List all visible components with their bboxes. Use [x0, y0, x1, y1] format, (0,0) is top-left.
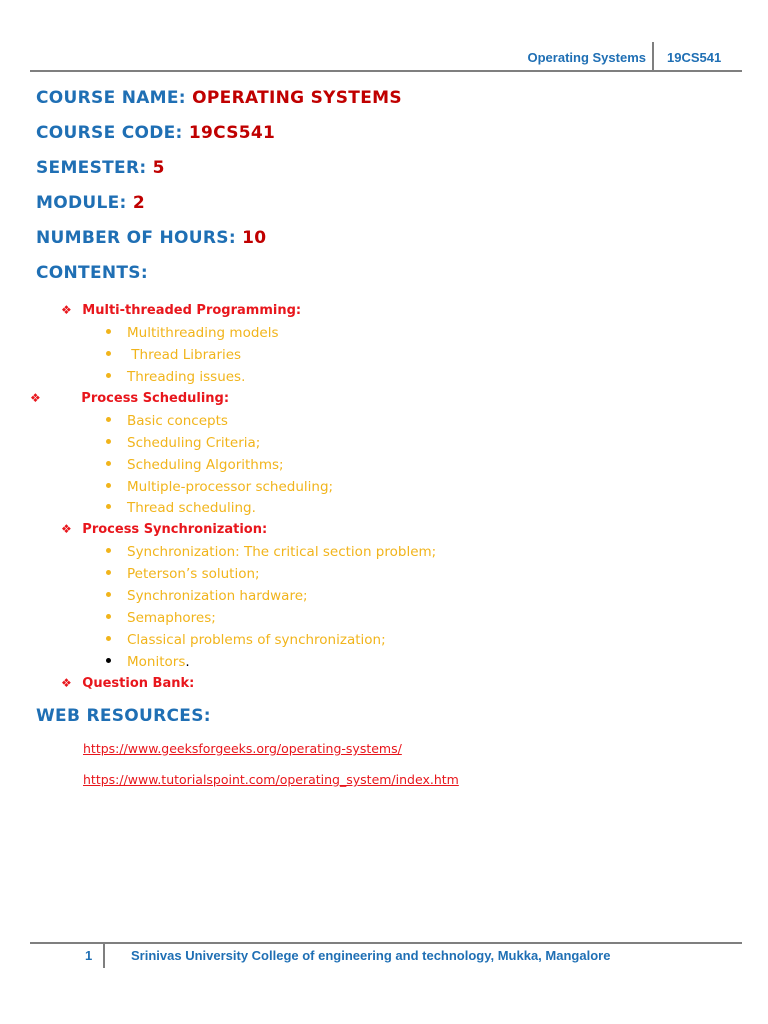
bullet-icon — [106, 329, 111, 334]
module-label: MODULE: — [36, 193, 127, 213]
list-item — [106, 457, 284, 473]
bullet-icon — [106, 461, 111, 466]
semester-value: 5 — [152, 158, 165, 178]
section-title: Process Scheduling: — [81, 391, 230, 406]
hours-value: 10 — [242, 228, 267, 248]
hours-row — [36, 228, 402, 263]
bullet-icon — [106, 570, 111, 575]
contents-label: CONTENTS: — [36, 263, 148, 283]
bullet-icon — [106, 504, 111, 509]
list-item-label: Monitors — [127, 654, 186, 670]
semester-row — [36, 158, 402, 193]
bullet-icon — [106, 417, 111, 422]
list-item — [106, 479, 333, 495]
list-item-suffix: . — [185, 654, 190, 670]
list-item-label: Peterson’s solution; — [127, 566, 260, 582]
list-item — [106, 632, 386, 648]
list-item — [106, 347, 241, 363]
hours-label: NUMBER OF HOURS: — [36, 228, 236, 248]
contents-heading — [36, 263, 402, 298]
list-item-label: Synchronization: The critical section problem; — [127, 544, 437, 560]
bullet-icon — [106, 548, 111, 553]
course-name-value: OPERATING SYSTEMS — [192, 88, 402, 108]
list-item-label: Classical problems of synchronization; — [127, 632, 386, 648]
page-header — [0, 0, 768, 80]
course-code-value: 19CS541 — [188, 123, 276, 143]
module-value: 2 — [132, 193, 145, 213]
course-name-label: COURSE NAME: — [36, 88, 186, 108]
bullet-icon — [106, 483, 111, 488]
diamond-bullet-icon: ❖ — [61, 676, 72, 690]
section-multithreaded — [61, 303, 301, 318]
list-item-label: Multithreading models — [127, 325, 279, 341]
bullet-icon — [106, 351, 111, 356]
course-name-row — [36, 88, 402, 123]
bullet-icon — [106, 636, 111, 641]
footer-institution: Srinivas University College of engineering and technology, Mukka, Mangalore — [131, 948, 611, 963]
tutorialspoint-link[interactable]: https://www.tutorialspoint.com/operating_system/index.htm — [83, 772, 459, 787]
header-separator — [652, 42, 654, 72]
list-item — [106, 500, 256, 516]
header-rule — [30, 70, 742, 72]
list-item — [106, 610, 216, 626]
list-item-label: Multiple-processor scheduling; — [127, 479, 334, 495]
footer-rule — [30, 942, 742, 944]
list-item-label: Basic concepts — [127, 413, 228, 429]
web-resources-heading: WEB RESOURCES: — [36, 706, 211, 726]
list-item-label: Synchronization hardware; — [127, 588, 308, 604]
course-code-row — [36, 123, 402, 158]
list-item — [106, 654, 190, 670]
diamond-bullet-icon: ❖ — [30, 391, 41, 405]
module-row — [36, 193, 402, 228]
list-item-label: Thread scheduling. — [127, 500, 256, 516]
semester-label: SEMESTER: — [36, 158, 147, 178]
section-question-bank — [61, 676, 194, 691]
section-title: Process Synchronization: — [82, 522, 268, 537]
list-item-label: Threading issues. — [127, 369, 246, 385]
header-course-code: 19CS541 — [667, 50, 722, 65]
course-code-label: COURSE CODE: — [36, 123, 183, 143]
page-number: 1 — [85, 948, 93, 963]
list-item — [106, 369, 245, 385]
list-item — [106, 435, 260, 451]
section-title: Multi-threaded Programming: — [82, 303, 302, 318]
bullet-icon — [106, 614, 111, 619]
list-item — [106, 325, 279, 341]
section-process-synchronization — [61, 522, 267, 537]
section-process-scheduling — [30, 391, 229, 406]
footer-separator — [103, 942, 105, 968]
section-title: Question Bank: — [82, 676, 195, 691]
bullet-icon — [106, 658, 111, 663]
list-item — [106, 413, 228, 429]
list-item — [106, 566, 260, 582]
diamond-bullet-icon: ❖ — [61, 522, 72, 536]
bullet-icon — [106, 592, 111, 597]
list-item-label: Scheduling Criteria; — [127, 435, 261, 451]
course-info — [36, 88, 402, 298]
bullet-icon — [106, 439, 111, 444]
header-title: Operating Systems — [527, 50, 646, 65]
list-item-label: Scheduling Algorithms; — [127, 457, 284, 473]
diamond-bullet-icon: ❖ — [61, 303, 72, 317]
bullet-icon — [106, 373, 111, 378]
list-item — [106, 588, 308, 604]
list-item — [106, 544, 436, 560]
list-item-label: Semaphores; — [127, 610, 216, 626]
list-item-label: Thread Libraries — [127, 347, 242, 363]
geeksforgeeks-link[interactable]: https://www.geeksforgeeks.org/operating-systems/ — [83, 741, 402, 756]
